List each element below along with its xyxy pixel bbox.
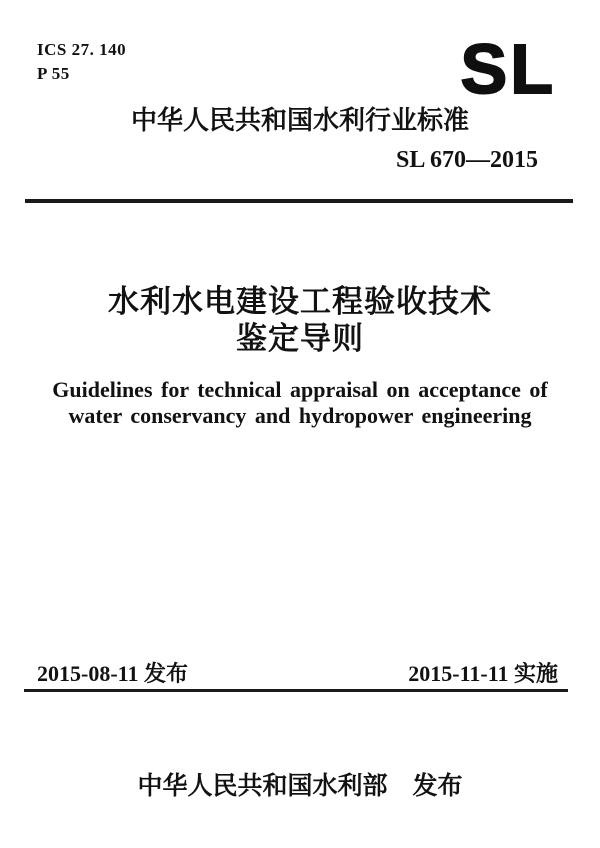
china-classification-code: P 55	[37, 64, 70, 83]
title-en-line2: water conservancy and hydropower engineering	[68, 403, 532, 428]
dates-row	[37, 657, 558, 688]
top-divider-rule	[25, 199, 573, 203]
title-cn-line1: 水利水电建设工程验收技术	[108, 284, 492, 319]
ics-code: ICS 27. 140	[37, 40, 127, 59]
publisher-line: 中华人民共和国水利部 发布	[137, 772, 463, 800]
issue-date: 2015-08-11 发布	[37, 661, 188, 686]
title-cn-line2: 鉴定导则	[236, 321, 364, 356]
title-en-line1: Guidelines for technical appraisal on acceptance of	[52, 377, 548, 402]
sl-standard-logo: SL	[460, 30, 556, 108]
bottom-divider-rule	[24, 689, 568, 692]
standard-number: SL 670—2015	[395, 147, 538, 173]
document-title-cn	[0, 283, 600, 357]
implementation-date: 2015-11-11 实施	[408, 661, 558, 686]
standard-series-title: 中华人民共和国水利行业标准	[130, 105, 469, 135]
classification-block	[37, 38, 126, 86]
document-title-en	[0, 377, 600, 429]
